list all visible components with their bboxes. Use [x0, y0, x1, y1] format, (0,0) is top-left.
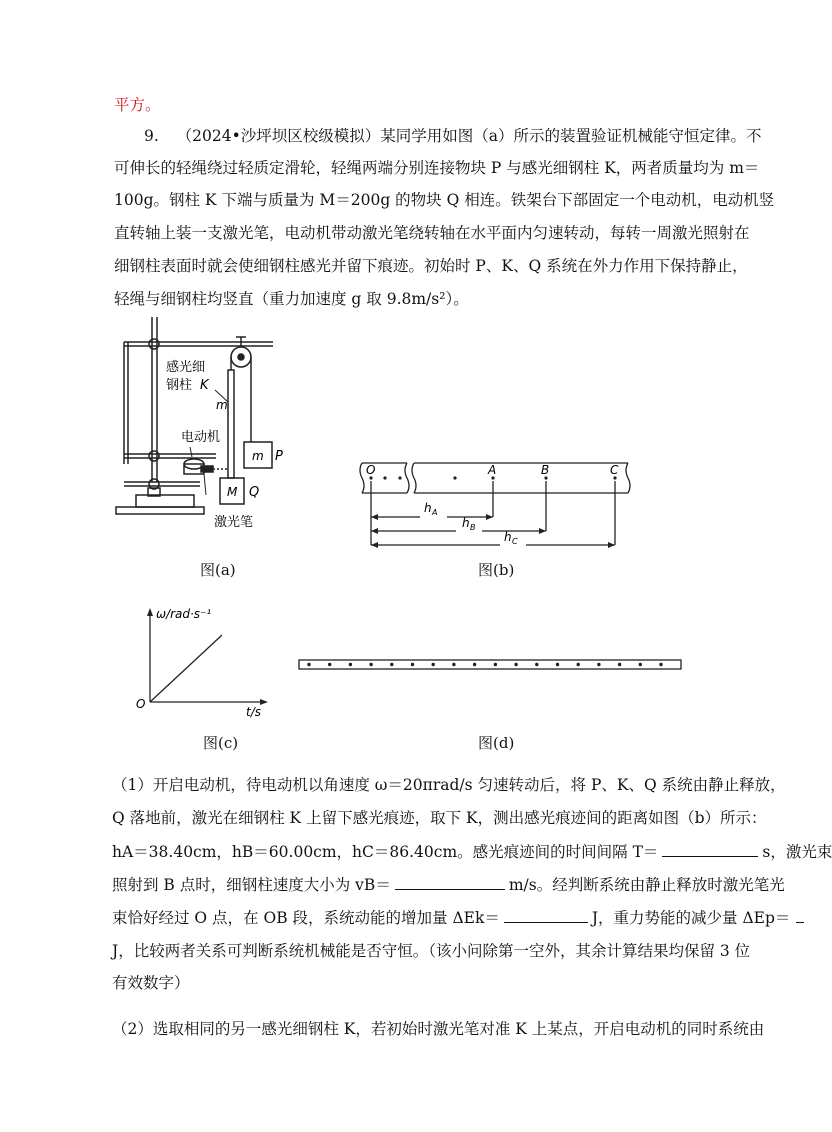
question-first-line	[144, 126, 762, 146]
label-hA: h	[424, 501, 432, 515]
label-steel-rod-2: 钢柱	[166, 378, 193, 393]
steel-rod-K	[228, 370, 234, 478]
trace-dot	[639, 663, 642, 666]
question-number: 9.	[144, 127, 159, 145]
trace-dot	[535, 663, 538, 666]
part1-line-7: 有效数字）	[112, 974, 190, 992]
trace-dot	[432, 663, 435, 666]
label-M: M	[227, 485, 238, 499]
caption-figure-d: 图(d)	[478, 734, 515, 752]
trace-dot	[597, 663, 600, 666]
previous-answer-tail: 平方。	[114, 96, 161, 114]
figure-d-rod	[297, 657, 685, 673]
label-motor: 电动机	[181, 430, 221, 445]
trace-dot	[618, 663, 621, 666]
label-hC-sub: C	[512, 537, 518, 546]
trace-dot	[577, 663, 580, 666]
answer-blank-vB[interactable]	[395, 875, 505, 890]
trace-dot	[514, 663, 517, 666]
point-O: O	[366, 463, 376, 477]
question-source: （2024•沙坪坝区校级模拟）	[176, 127, 381, 145]
trace-dot	[659, 663, 662, 666]
figure-b-trace	[352, 455, 638, 551]
trace-dot	[411, 663, 414, 666]
label-Q: Q	[249, 485, 260, 500]
label-K: K	[200, 378, 209, 393]
trace-dot	[349, 663, 352, 666]
label-hB-sub: B	[470, 523, 476, 532]
question-text-line-1: 某同学用如图（a）所示的装置验证机械能守恒定律。不	[380, 127, 762, 145]
question-text-line-2: 可伸长的轻绳绕过轻质定滑轮，轻绳两端分别连接物块 P 与感光细钢柱 K，两者质量均为 m＝	[114, 159, 760, 177]
label-laser: 激光笔	[214, 515, 254, 530]
label-m-rod: m	[216, 398, 228, 412]
trace-dot	[307, 663, 310, 666]
part1-line-6: J，比较两者关系可判断系统机械能是否守恒。（该小问除第一空外，其余计算结果均保留 3 位	[112, 942, 751, 960]
trace-dot	[452, 663, 455, 666]
label-steel-rod-1: 感光细	[166, 360, 206, 375]
figure-c-graph	[126, 600, 276, 722]
caption-figure-b: 图(b)	[478, 561, 515, 579]
trace-dot	[494, 663, 497, 666]
point-B: B	[541, 463, 550, 477]
trace-dot	[473, 663, 476, 666]
stand-foot	[136, 495, 194, 507]
label-m-block: m	[252, 449, 264, 463]
rod-outline	[299, 660, 681, 669]
part1-line-4: 照射到 B 点时，细钢柱速度大小为 vB＝ m/s。经判断系统由静止释放时激光笔光	[112, 876, 785, 894]
question-text-line-3: 100g。钢柱 K 下端与质量为 M＝200g 的物块 Q 相连。铁架台下部固定一个电动机，电动机竖	[114, 191, 775, 209]
part1-line-5: 束恰好经过 O 点，在 OB 段，系统动能的增加量 ΔEk＝ J，重力势能的减少量 ΔEp＝	[112, 908, 804, 928]
omega-line	[150, 635, 222, 702]
figure-a-apparatus	[108, 312, 330, 534]
x-axis-label: t/s	[246, 705, 261, 719]
laser-pen	[201, 466, 213, 472]
label-hC: h	[504, 530, 512, 544]
part1-line-3: hA＝38.40cm，hB＝60.00cm，hC＝86.40cm。感光痕迹间的时间间隔 T＝ s，激光束	[112, 843, 832, 861]
y-axis-label: ω/rad·s⁻¹	[156, 607, 212, 621]
point-C: C	[610, 463, 619, 477]
caption-figure-c: 图(c)	[203, 734, 239, 752]
trace-dot	[369, 663, 372, 666]
point-A: A	[488, 463, 497, 477]
answer-blank-Ep[interactable]	[796, 908, 804, 923]
label-P: P	[275, 449, 283, 464]
answer-blank-T[interactable]	[662, 842, 758, 857]
stand-base	[116, 507, 204, 514]
part2-line-1: （2）选取相同的另一感光细钢柱 K，若初始时激光笔对准 K 上某点，开启电动机的同时系统由	[112, 1020, 765, 1038]
origin-label: O	[136, 697, 146, 711]
label-hB: h	[462, 516, 470, 530]
question-text-line-6: 轻绳与细钢柱均竖直（重力加速度 g 取 9.8m/s²）。	[114, 290, 469, 308]
part1-line-1: （1）开启电动机，待电动机以角速度 ω＝20πrad/s 匀速转动后，将 P、K、Q 系统由静止释放，	[112, 776, 786, 794]
trace-dot	[328, 663, 331, 666]
question-text-line-4: 直转轴上装一支激光笔，电动机带动激光笔绕转轴在水平面内匀速转动，每转一周激光照射在	[114, 224, 750, 242]
part1-line-2: Q 落地前，激光在细钢柱 K 上留下感光痕迹，取下 K，测出感光痕迹间的距离如图（b）所示：	[112, 809, 767, 827]
answer-blank-Ek[interactable]	[504, 908, 588, 923]
trace-dot	[556, 663, 559, 666]
caption-figure-a: 图(a)	[200, 561, 236, 579]
trace-dot	[390, 663, 393, 666]
label-hA-sub: A	[432, 508, 438, 517]
question-text-line-5: 细钢柱表面时就会使细钢柱感光并留下痕迹。初始时 P、K、Q 系统在外力作用下保持静止，	[114, 257, 748, 275]
